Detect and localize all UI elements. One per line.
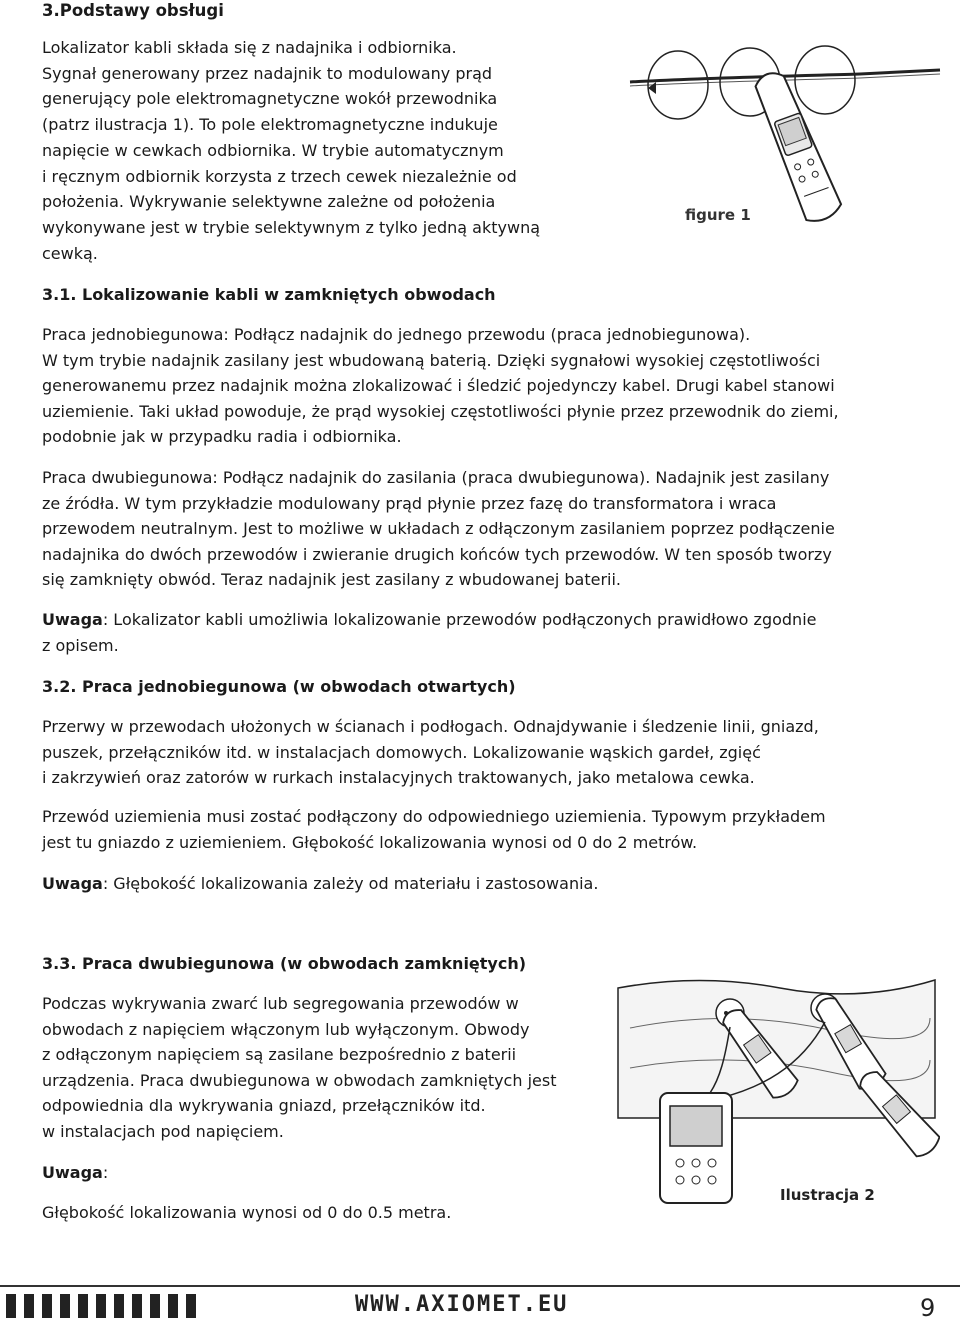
section-3-1-title: 3.1. Lokalizowanie kabli w zamkniętych obwodach bbox=[42, 285, 496, 304]
paragraph-line: odpowiednia dla wykrywania gniazd, przełączników itd. bbox=[42, 1096, 486, 1116]
section-3-1-paragraph-1 bbox=[42, 322, 922, 450]
footer-website: WWW.AXIOMET.EU bbox=[355, 1292, 569, 1317]
figure-2-illustration bbox=[610, 968, 940, 1220]
section-3-3-title: 3.3. Praca dwubiegunowa (w obwodach zamkniętych) bbox=[42, 954, 527, 973]
note-line: z opisem. bbox=[42, 635, 119, 655]
paragraph-line: się zamknięty obwód. Teraz nadajnik jest zasilany z wbudowanej baterii. bbox=[42, 570, 621, 590]
paragraph-line: podobnie jak w przypadku radia i odbiornika. bbox=[42, 427, 402, 447]
intro-line: cewką. bbox=[42, 243, 98, 263]
paragraph-line: ze źródła. W tym przykładzie modulowany prąd płynie przez fazę do transformatora i wraca bbox=[42, 493, 777, 513]
section-3-title: 3.Podstawy obsługi bbox=[42, 1, 224, 20]
paragraph-line: Przewód uziemienia musi zostać podłączony do odpowiedniego uziemienia. Typowym przykładem bbox=[42, 807, 826, 826]
paragraph-line: w instalacjach pod napięciem. bbox=[42, 1121, 284, 1141]
note-line bbox=[42, 1160, 342, 1186]
footer-divider bbox=[0, 1285, 960, 1287]
paragraph-line: Praca dwubiegunowa: Podłącz nadajnik do zasilania (praca dwubiegunowa). Nadajnik jest zasilany bbox=[42, 468, 830, 487]
note-label: Uwaga bbox=[42, 610, 103, 629]
intro-line: Lokalizator kabli składa się z nadajnika i odbiornika. bbox=[42, 38, 457, 57]
intro-line: położenia. Wykrywanie selektywne zależne od położenia bbox=[42, 192, 496, 212]
note-label: Uwaga bbox=[42, 874, 103, 893]
paragraph-line: Podczas wykrywania zwarć lub segregowania przewodów w bbox=[42, 994, 519, 1013]
section-3-1-note bbox=[42, 607, 922, 658]
paragraph-line: Przerwy w przewodach ułożonych w ścianach i podłogach. Odnajdywanie i śledzenie linii, gniazd, bbox=[42, 717, 819, 736]
intro-paragraph bbox=[42, 35, 602, 266]
intro-line: Sygnał generowany przez nadajnik to modulowany prąd bbox=[42, 63, 493, 83]
intro-line: napięcie w cewkach odbiornika. W trybie automatycznym bbox=[42, 140, 504, 160]
figure-1-caption: figure 1 bbox=[685, 206, 751, 224]
section-3-2-paragraph-2 bbox=[42, 804, 922, 855]
section-3-3-paragraph-1 bbox=[42, 991, 602, 1145]
footer-barcode-decoration bbox=[0, 1292, 210, 1320]
paragraph-line: uziemienie. Taki układ powoduje, że prąd wysokiej częstotliwości płynie przez przewodnik do ziemi, bbox=[42, 401, 839, 421]
section-3-2-paragraph-1 bbox=[42, 714, 922, 791]
note-line bbox=[42, 871, 922, 897]
figure-1-drawing bbox=[620, 30, 950, 270]
paragraph-line: W tym trybie nadajnik zasilany jest wbudowaną baterią. Dzięki sygnałowi wysokiej częstotliwości bbox=[42, 350, 821, 370]
note-label: Uwaga bbox=[42, 1163, 103, 1182]
note-text: : Głębokość lokalizowania zależy od materiału i zastosowania. bbox=[102, 874, 599, 893]
section-3-2-note bbox=[42, 871, 922, 897]
paragraph-line: puszek, przełączników itd. w instalacjach domowych. Lokalizowanie wąskich gardeł, zgięć bbox=[42, 742, 761, 762]
paragraph-line: obwodach z napięciem włączonym lub wyłączonym. Obwody bbox=[42, 1019, 530, 1039]
section-3-2-title: 3.2. Praca jednobiegunowa (w obwodach otwartych) bbox=[42, 677, 516, 696]
paragraph-line: i zakrzywień oraz zatorów w rurkach instalacyjnych traktowanych, jako metalowa cewka. bbox=[42, 768, 755, 788]
section-3-3-note bbox=[42, 1160, 342, 1186]
depth-text: Głębokość lokalizowania wynosi od 0 do 0.5 metra. bbox=[42, 1203, 452, 1222]
barcode-icon bbox=[0, 1292, 210, 1320]
note-line bbox=[42, 607, 922, 633]
paragraph-line: Praca jednobiegunowa: Podłącz nadajnik do jednego przewodu (praca jednobiegunowa). bbox=[42, 325, 751, 344]
page-number: 9 bbox=[920, 1294, 936, 1322]
paragraph-line: jest tu gniazdo z uziemieniem. Głębokość lokalizowania wynosi od 0 do 2 metrów. bbox=[42, 832, 698, 852]
intro-line: wykonywane jest w trybie selektywnym z tylko jedną aktywną bbox=[42, 217, 541, 237]
section-3-1-paragraph-2 bbox=[42, 465, 922, 593]
figure-2-caption: Ilustracja 2 bbox=[780, 1186, 875, 1204]
paragraph-line: z odłączonym napięciem są zasilane bezpośrednio z baterii bbox=[42, 1045, 517, 1065]
paragraph-line: urządzenia. Praca dwubiegunowa w obwodach zamkniętych jest bbox=[42, 1070, 557, 1090]
figure-2-drawing bbox=[610, 968, 940, 1220]
intro-line: generujący pole elektromagnetyczne wokół przewodnika bbox=[42, 89, 498, 109]
paragraph-line: nadajnika do dwóch przewodów i zwieranie drugich końców tych przewodów. W ten sposób tworzy bbox=[42, 544, 832, 564]
intro-line: i ręcznym odbiornik korzysta z trzech cewek niezależnie od bbox=[42, 166, 517, 186]
intro-line: (patrz ilustracja 1). To pole elektromagnetyczne indukuje bbox=[42, 115, 498, 135]
paragraph-line: przewodem neutralnym. Jest to możliwe w układach z odłączonym zasilaniem poprzez podłączenie bbox=[42, 519, 835, 539]
note-text: : Lokalizator kabli umożliwia lokalizowanie przewodów podłączonych prawidłowo zgodnie bbox=[102, 610, 817, 629]
figure-1-illustration bbox=[620, 30, 950, 270]
paragraph-line: generowanemu przez nadajnik można zlokalizować i śledzić pojedynczy kabel. Drugi kabel stanowi bbox=[42, 376, 835, 396]
note-colon: : bbox=[102, 1163, 109, 1182]
